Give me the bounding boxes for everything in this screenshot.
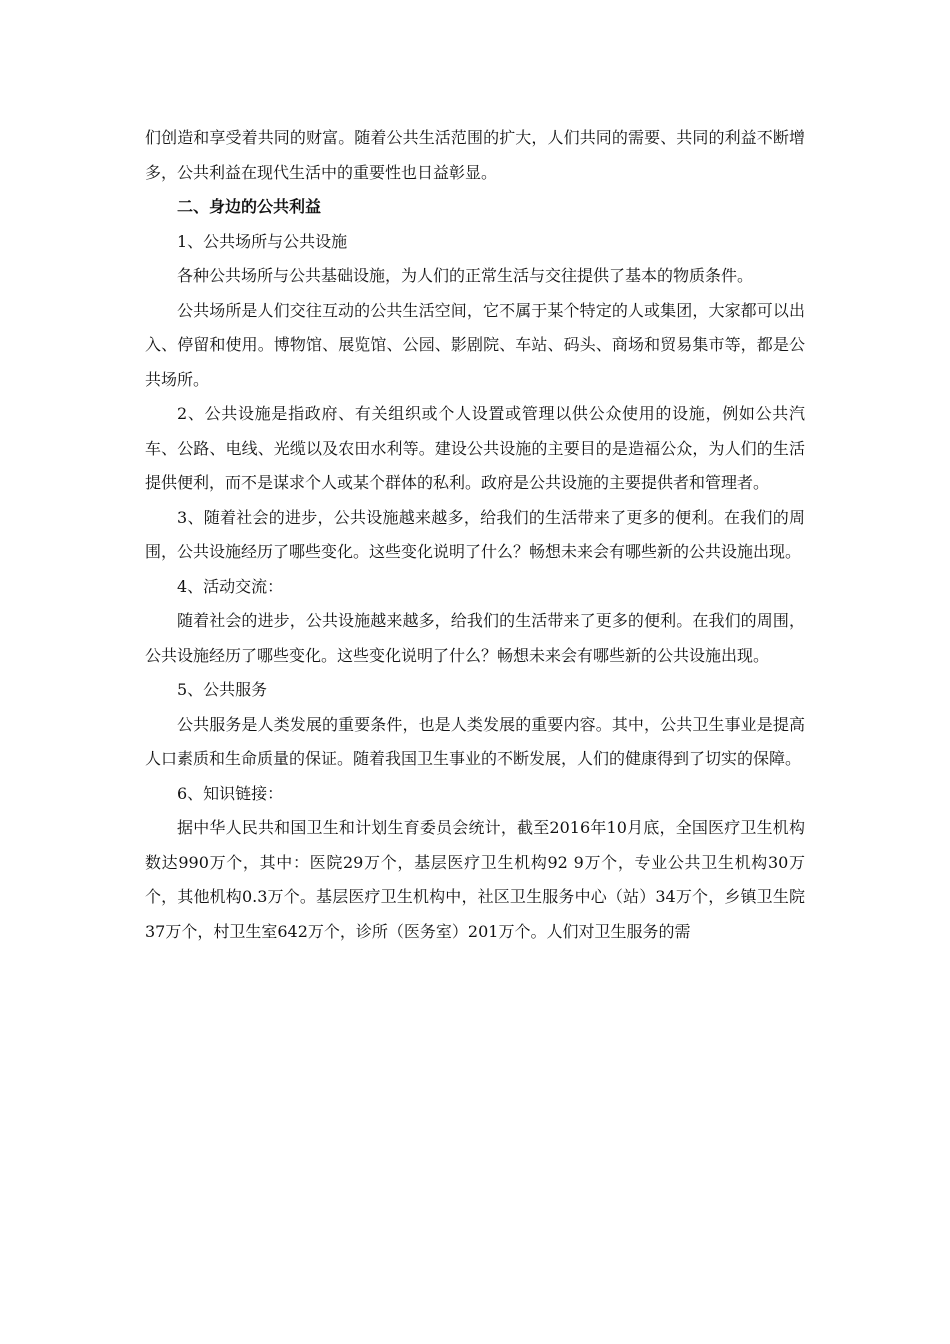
paragraph: 各种公共场所与公共基础设施，为人们的正常生活与交往提供了基本的物质条件。 <box>177 266 754 285</box>
document-body <box>145 121 805 949</box>
paragraph-continuation: 们创造和享受着共同的财富。随着公共生活范围的扩大，人们共同的需要、共同的利益不断增多，公共利益在现代生活中的重要性也日益彰显。 <box>145 128 805 182</box>
paragraph: 公共场所是人们交往互动的公共生活空间，它不属于某个特定的人或集团，大家都可以出入、停留和使用。博物馆、展览馆、公园、影剧院、车站、码头、商场和贸易集市等，都是公共场所。 <box>145 300 805 389</box>
paragraph: 公共服务是人类发展的重要条件，也是人类发展的重要内容。其中，公共卫生事业是提高人口素质和生命质量的保证。随着我国卫生事业的不断发展，人们的健康得到了切实的保障。 <box>145 714 805 768</box>
subheading-5: 5、公共服务 <box>177 680 268 699</box>
subheading-4: 4、活动交流： <box>177 576 284 596</box>
paragraph: 2、公共设施是指政府、有关组织或个人设置或管理以供公众使用的设施，例如公共汽车、公路、电线、光缆以及农田水利等。建设公共设施的主要目的是造福公众，为人们的生活提供便利，而不是谋求个人或某个群体的私利。政府是公共设施的主要提供者和管理者。 <box>145 404 805 492</box>
subheading-1: 1、公共场所与公共设施 <box>177 231 348 251</box>
paragraph: 据中华人民共和国卫生和计划生育委员会统计，截至2016年10月底，全国医疗卫生机构数达990万个，其中：医院29万个，基层医疗卫生机构92 9万个，专业公共卫生机构30万个，其他机构0.3万个。基层医疗卫生机构中，社区卫生服务中心（站）34万个，乡镇卫生院37万个，村卫生室642万个，诊所（医务室）201万个。人们对卫生服务的需 <box>145 818 805 941</box>
section-heading: 二、身边的公共利益 <box>177 197 322 216</box>
paragraph: 3、随着社会的进步，公共设施越来越多，给我们的生活带来了更多的便利。在我们的周围，公共设施经历了哪些变化。这些变化说明了什么？畅想未来会有哪些新的公共设施出现。 <box>145 507 805 561</box>
paragraph: 随着社会的进步，公共设施越来越多，给我们的生活带来了更多的便利。在我们的周围，公共设施经历了哪些变化。这些变化说明了什么？畅想未来会有哪些新的公共设施出现。 <box>145 611 805 665</box>
subheading-6: 6、知识链接： <box>177 783 284 803</box>
